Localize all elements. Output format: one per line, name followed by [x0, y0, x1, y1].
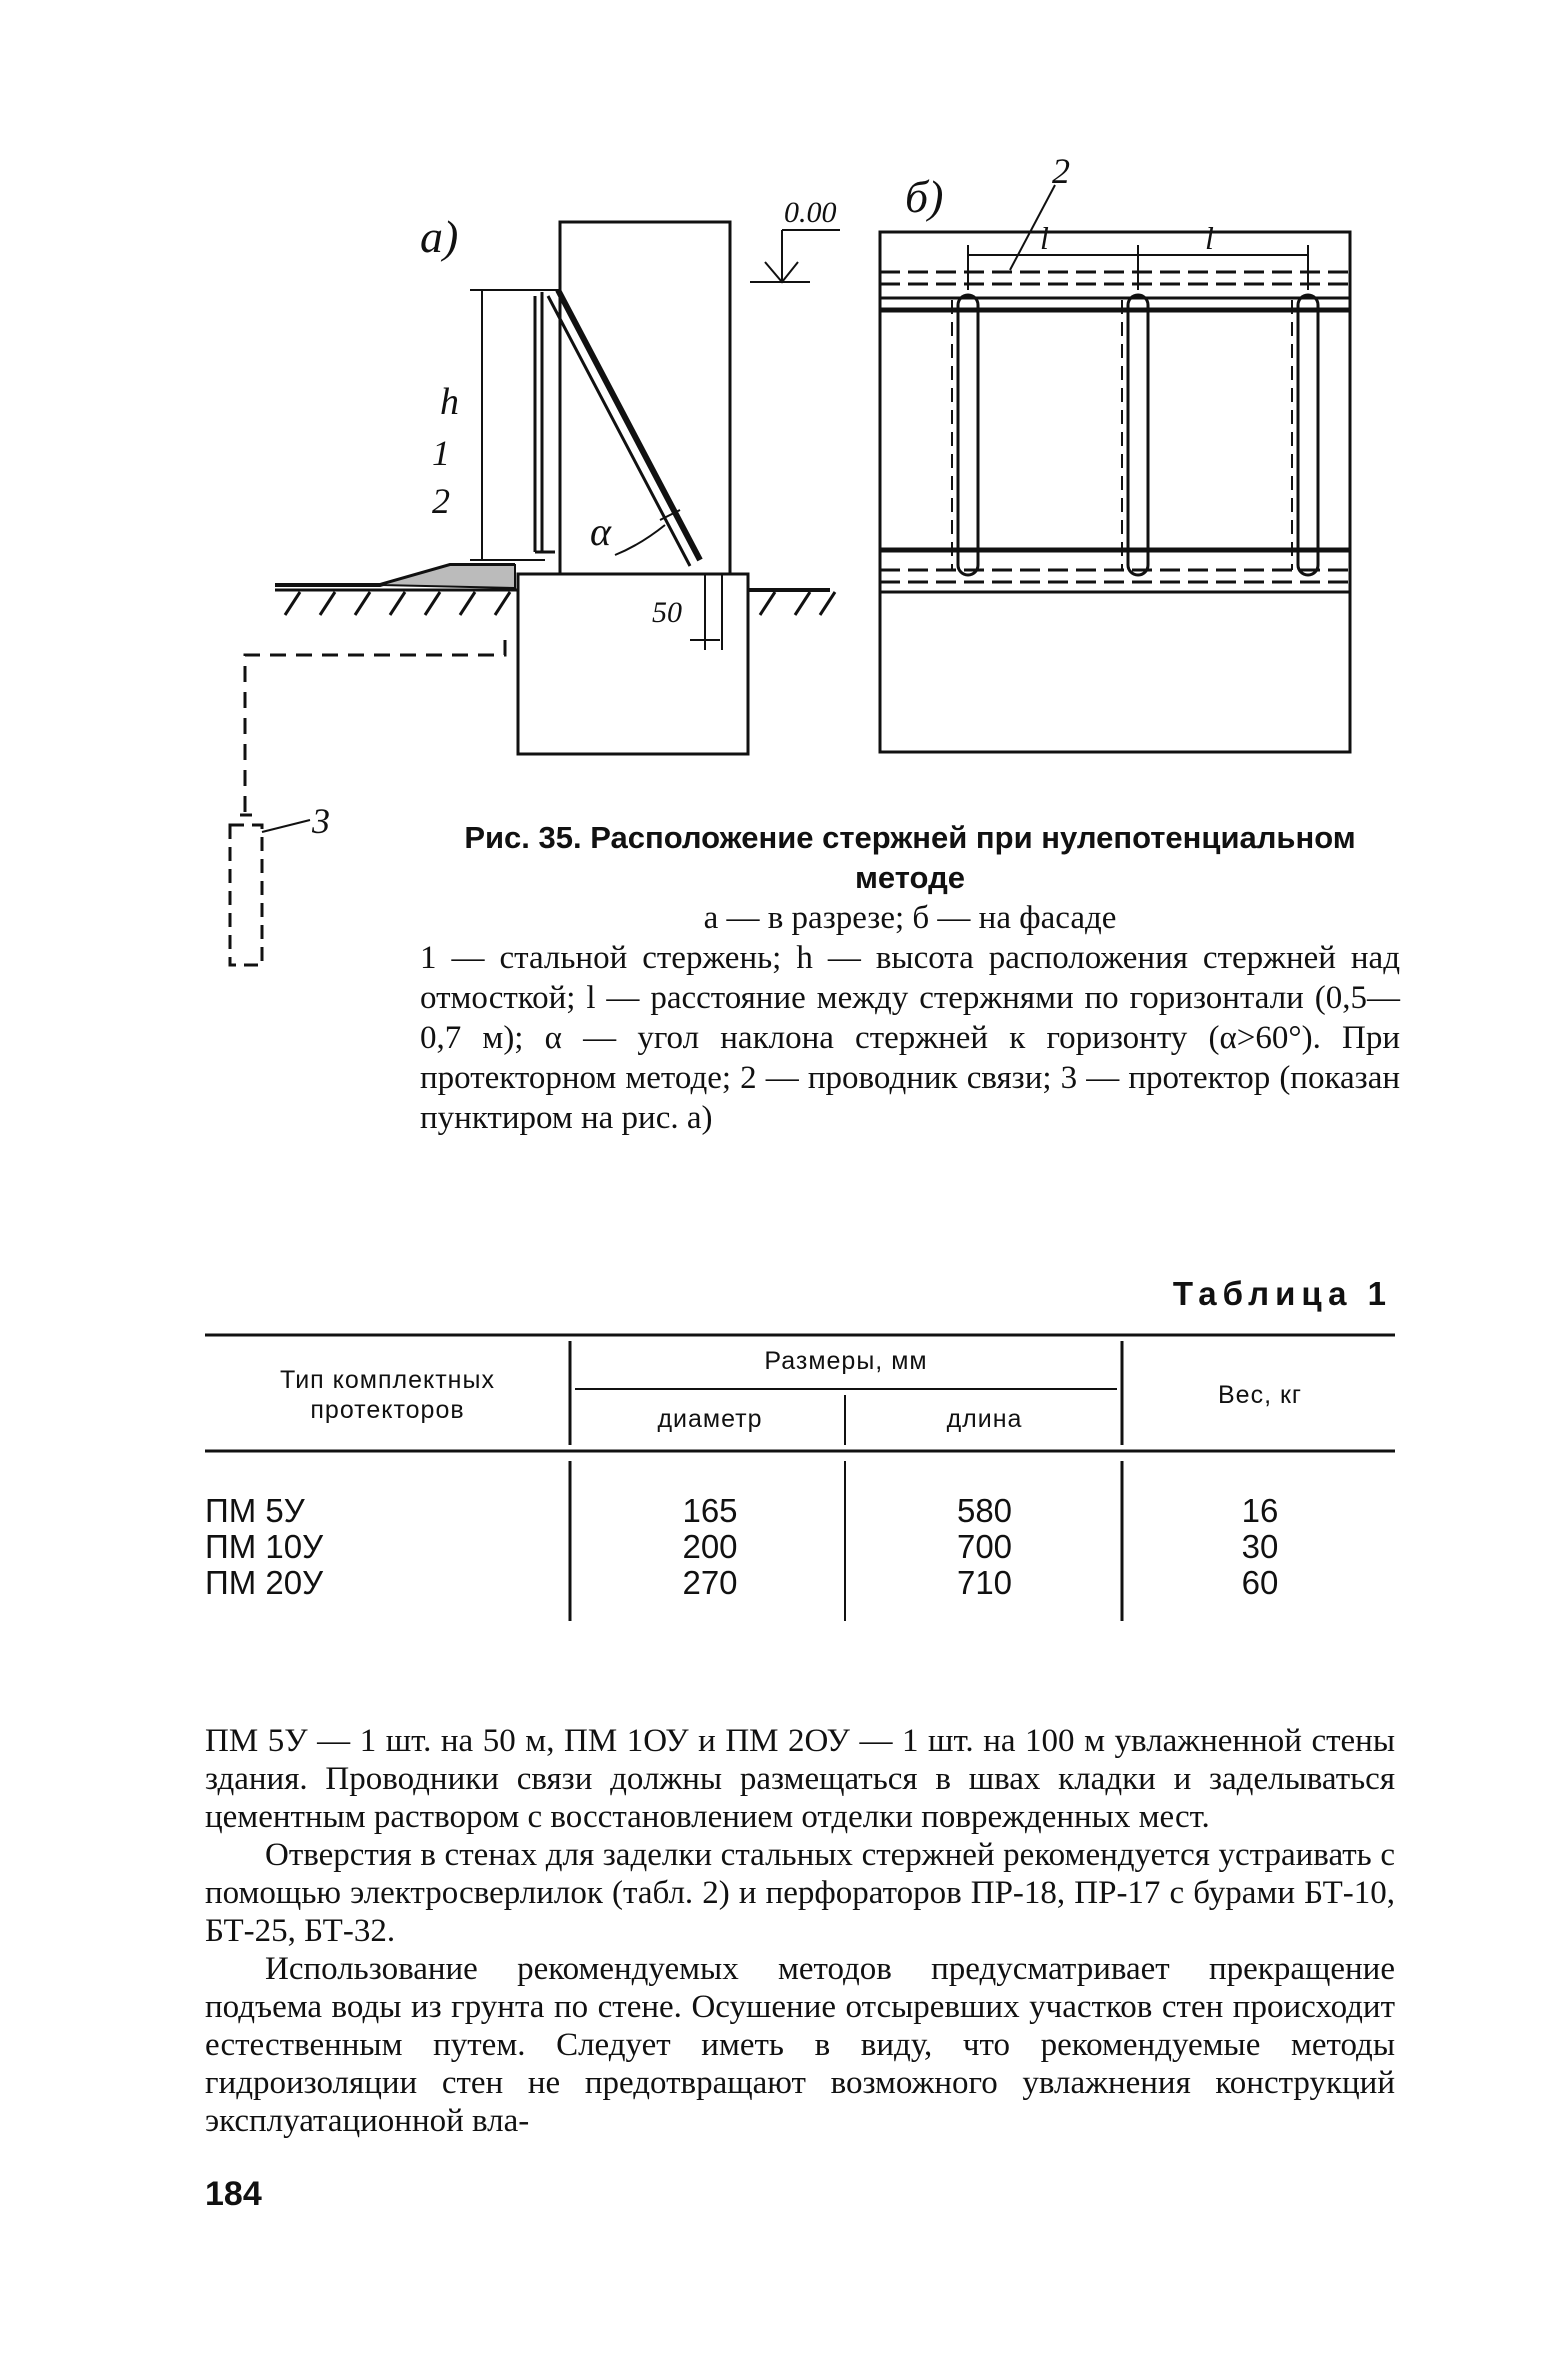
table-row-1-type: ПМ 5У — [205, 1492, 305, 1529]
caption-subtitle: а — в разрезе; б — на фасаде — [703, 900, 1117, 936]
callout-2-a: 2 — [432, 481, 450, 521]
label-b: б) — [905, 171, 944, 222]
paragraph-3: Использование рекомендуемых методов предусматривает прекращение подъема воды из грунта по стене. Осушение отсыревших участков стен происходит естественным путем. Следует иметь в виду, что рекомендуемые методы гидроизоляции стен не предотвращают возможного увлажнения конструкций эксплуатационной вла- — [205, 1951, 1395, 2139]
caption-body: 1 — стальной стержень; h — высота расположения стержней над отмосткой; l — расстояние между стержнями по горизонтали (0,5—0,7 м); α — угол наклона стержней к горизонту (α>60°). При протекторном методе; 2 — проводник связи; 3 — протектор (показан пунктиром на рис. а) — [420, 940, 1400, 1136]
table-row-1-length: 580 — [956, 1492, 1013, 1529]
mark-000: 0.00 — [784, 196, 837, 229]
paragraph-2: Отверстия в стенах для заделки стальных стержней рекомендуется устраивать с помощью электросверлилок (табл. 2) и перфораторов ПР-18, ПР-17 с бурами БТ-10, БТ-25, БТ-32. — [205, 1837, 1395, 1949]
table-row-1-weight: 16 — [1241, 1492, 1279, 1529]
table-1 — [205, 1333, 1395, 1628]
callout-3: 3 — [312, 801, 330, 841]
dim-h: h — [440, 381, 459, 423]
alpha-symbol: α — [590, 509, 611, 554]
dim-l-2: l — [1205, 220, 1214, 256]
callout-1: 1 — [432, 433, 450, 473]
paragraph-1: ПМ 5У — 1 шт. на 50 м, ПМ 1ОУ и ПМ 2ОУ — 1 шт. на 100 м увлажненной стены здания. Проводники связи должны размещаться в швах кладки и заделываться цементным раствором с восстановлением отделки поврежденных мест. — [205, 1723, 1395, 1835]
table-title: Таблица 1 — [1172, 1275, 1392, 1312]
table-row-2-diameter: 200 — [682, 1528, 738, 1565]
caption-title: Рис. 35. Расположение стержней при нулепотенциальном методе — [464, 820, 1356, 895]
table-row-3-weight: 60 — [1241, 1564, 1279, 1601]
header-diameter: диаметр — [657, 1405, 763, 1433]
table-row-2-weight: 30 — [1241, 1528, 1279, 1565]
table-row-2-type: ПМ 10У — [205, 1528, 324, 1565]
table-row-1-diameter: 165 — [682, 1492, 738, 1529]
table-row-2-length: 700 — [956, 1528, 1013, 1565]
header-weight: Вес, кг — [1217, 1381, 1303, 1409]
figure-caption — [420, 818, 1400, 1138]
table-row-3-diameter: 270 — [682, 1564, 738, 1601]
page-number: 184 — [205, 2175, 262, 2213]
wall-section — [560, 222, 730, 574]
dim-50: 50 — [652, 596, 682, 629]
callout-2-b: 2 — [1052, 151, 1070, 191]
dim-l-1: l — [1040, 220, 1049, 256]
body-text — [205, 1722, 1395, 2140]
header-sizes: Размеры, мм — [764, 1347, 928, 1375]
header-type: Тип комплектных протекторов — [280, 1366, 495, 1424]
label-a: а) — [420, 211, 459, 262]
foundation — [518, 574, 748, 754]
header-length: длина — [946, 1405, 1023, 1433]
table-row-3-length: 710 — [956, 1564, 1013, 1601]
table-row-3-type: ПМ 20У — [205, 1564, 324, 1601]
